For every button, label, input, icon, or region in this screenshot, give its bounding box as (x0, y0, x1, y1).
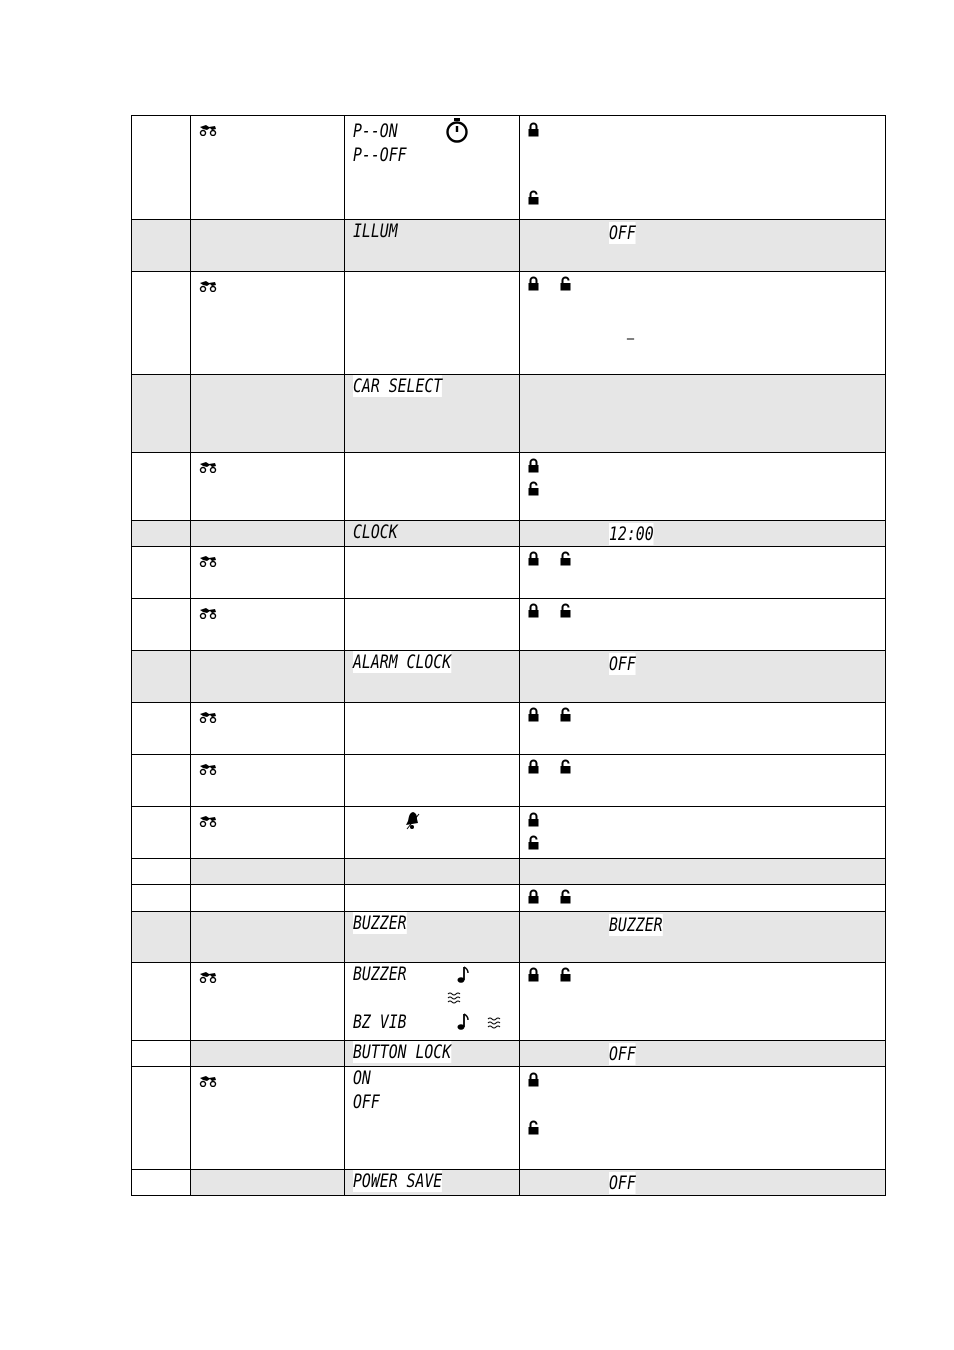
music-note-icon (457, 966, 469, 984)
table-row (132, 453, 886, 521)
lcd-text: POWER SAVE (353, 1170, 443, 1192)
motorcycle-icon (199, 1075, 217, 1087)
lcd-text: P--OFF (353, 144, 407, 166)
motorcycle-icon (199, 763, 217, 775)
table-row (132, 1041, 886, 1067)
lock-closed-icon (528, 1072, 539, 1087)
vibrate-icon (487, 1017, 503, 1029)
lcd-text: ILLUM (353, 220, 398, 242)
music-note-icon (457, 1013, 469, 1031)
lcd-value: BUZZER (609, 914, 663, 936)
lock-open-icon (560, 707, 571, 722)
motorcycle-icon (199, 280, 217, 292)
lcd-text: BUZZER (353, 963, 407, 985)
table-row (132, 859, 886, 885)
lcd-text: BUTTON LOCK (353, 1041, 452, 1063)
lcd-text: ALARM CLOCK (353, 651, 452, 673)
lock-open-icon (560, 889, 571, 904)
lcd-value: OFF (609, 653, 636, 675)
table-row (132, 885, 886, 912)
motorcycle-icon (199, 607, 217, 619)
lock-pair (528, 707, 885, 722)
table-row (132, 220, 886, 272)
lock-open-icon (528, 1120, 539, 1135)
lock-closed-icon (528, 276, 539, 291)
table-row (132, 547, 886, 599)
lock-pair (528, 889, 885, 904)
table-row (132, 1067, 886, 1170)
lock-open-icon (560, 551, 571, 566)
lock-open-icon (528, 481, 539, 496)
motorcycle-icon (199, 971, 217, 983)
vibrate-icon (447, 992, 463, 1004)
table-row (132, 521, 886, 547)
lcd-text: BZ VIB (353, 1011, 407, 1033)
table-row (132, 375, 886, 453)
table-row (132, 651, 886, 703)
lcd-text: CAR SELECT (353, 375, 443, 397)
lcd-text: ON (353, 1067, 371, 1089)
lcd-text: BUZZER (353, 912, 407, 934)
lock-open-icon (528, 190, 539, 205)
lock-open-icon (560, 759, 571, 774)
lock-pair (528, 603, 885, 618)
motorcycle-icon (199, 461, 217, 473)
table-row (132, 755, 886, 807)
lcd-value: 12:00 (609, 523, 654, 545)
table-row (132, 116, 886, 220)
lcd-text: P--ON (353, 120, 398, 142)
lock-closed-icon (528, 458, 539, 473)
settings-table (131, 115, 886, 1196)
lock-closed-icon (528, 967, 539, 982)
stopwatch-icon (445, 118, 469, 144)
lock-closed-icon (528, 707, 539, 722)
lock-pair (528, 276, 885, 291)
table-row (132, 703, 886, 755)
table-row (132, 599, 886, 651)
lock-pair (528, 967, 885, 982)
motorcycle-icon (199, 124, 217, 136)
motorcycle-icon (199, 815, 217, 827)
table-row (132, 963, 886, 1041)
bell-icon (405, 810, 421, 830)
motorcycle-icon (199, 555, 217, 567)
table-row (132, 272, 886, 375)
lock-pair (528, 551, 885, 566)
lock-closed-icon (528, 889, 539, 904)
lock-closed-icon (528, 759, 539, 774)
lock-closed-icon (528, 812, 539, 827)
dash-mark: _ (627, 324, 634, 340)
lock-closed-icon (528, 603, 539, 618)
lock-pair (528, 759, 885, 774)
lock-open-icon (560, 603, 571, 618)
lock-closed-icon (528, 122, 539, 137)
table-row (132, 912, 886, 963)
lock-open-icon (528, 835, 539, 850)
motorcycle-icon (199, 711, 217, 723)
lcd-value: OFF (609, 222, 636, 244)
lcd-text: CLOCK (353, 521, 398, 543)
lcd-value: OFF (609, 1043, 636, 1065)
lock-open-icon (560, 967, 571, 982)
lock-closed-icon (528, 551, 539, 566)
lcd-value: OFF (609, 1172, 636, 1194)
table-row (132, 1170, 886, 1196)
table-row (132, 807, 886, 859)
lcd-text: OFF (353, 1091, 380, 1113)
lock-open-icon (560, 276, 571, 291)
